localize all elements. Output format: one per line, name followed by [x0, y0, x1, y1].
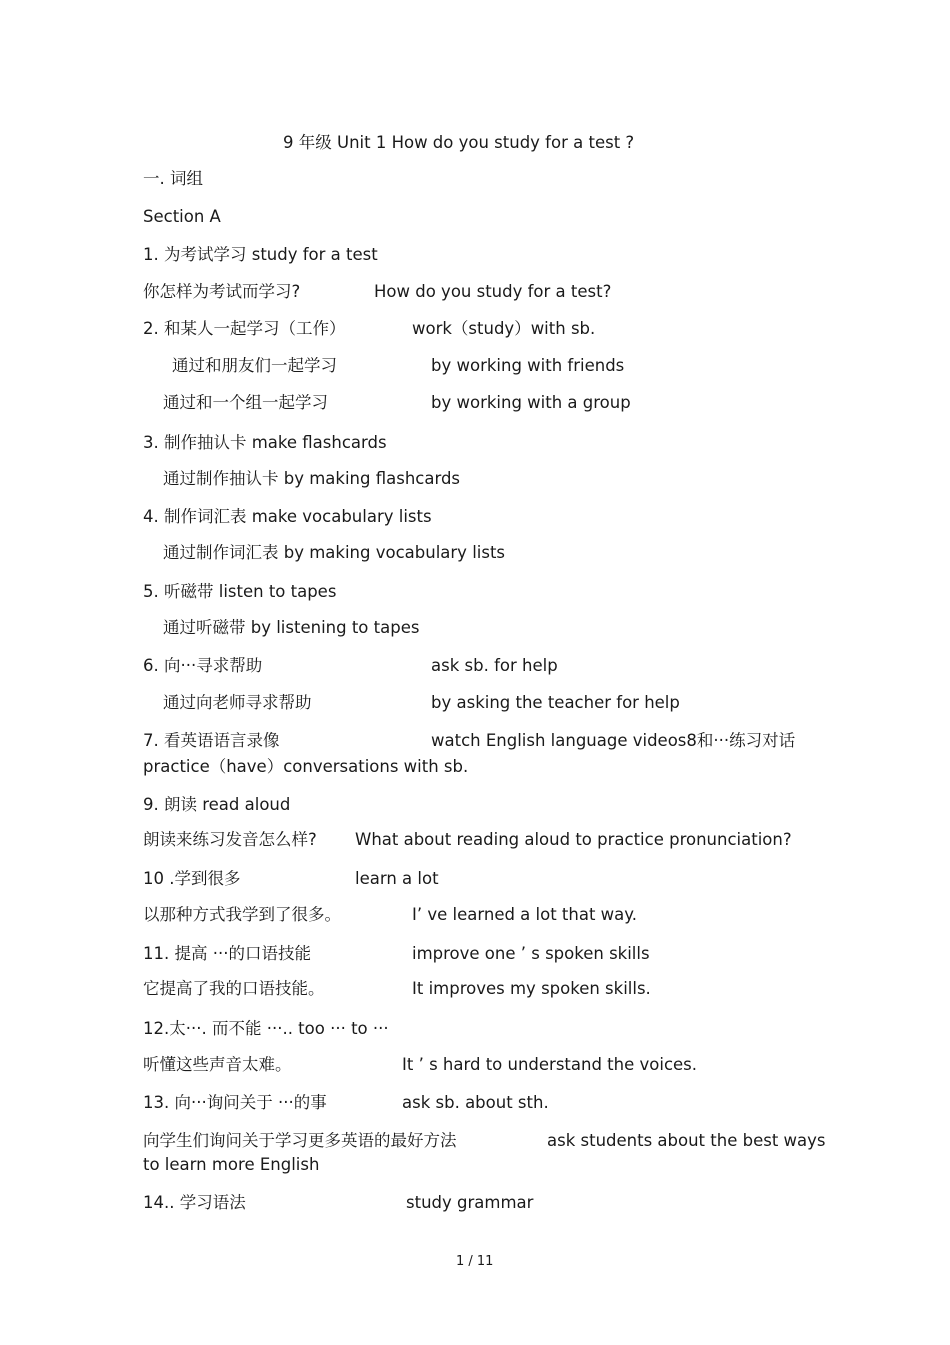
phrase-line: 3. 制作抽认卡 make flashcards [143, 433, 387, 452]
example-line: 通过制作抽认卡 by making flashcards [163, 469, 461, 488]
example-english: by asking the teacher for help [431, 693, 680, 712]
phrase-line: 5. 听磁带 listen to tapes [143, 582, 337, 601]
phrase-line: 12.太···. 而不能 ···.. too ··· to ··· [143, 1019, 389, 1038]
example-english: What about reading aloud to practice pronunciation? [355, 830, 792, 849]
phrase-english: improve one ’ s spoken skills [412, 944, 650, 963]
phrase-chinese: 10 .学到很多 [143, 869, 241, 888]
example-chinese: 听懂这些声音太难。 [143, 1055, 292, 1074]
example-line: 通过制作词汇表 by making vocabulary lists [163, 543, 506, 562]
example-chinese: 向学生们询问关于学习更多英语的最好方法 [143, 1131, 457, 1150]
example-chinese: 你怎样为考试而学习? [143, 282, 301, 301]
page-number: 1 / 11 [456, 1254, 494, 1269]
phrase-chinese: 6. 向···寻求帮助 [143, 656, 263, 675]
phrase-english: ask sb. for help [431, 656, 558, 675]
example-english: It improves my spoken skills. [412, 979, 651, 998]
example-english: I’ ve learned a lot that way. [412, 905, 637, 924]
example-chinese: 朗读来练习发音怎么样? [143, 830, 317, 849]
example-continuation: to learn more English [143, 1155, 320, 1174]
phrase-chinese: 13. 向···询问关于 ···的事 [143, 1093, 327, 1112]
example-english: It ’ s hard to understand the voices. [402, 1055, 698, 1074]
phrase-chinese: 14.. 学习语法 [143, 1193, 246, 1212]
example-line: 通过听磁带 by listening to tapes [163, 618, 420, 637]
example-chinese: 它提高了我的口语技能。 [143, 979, 325, 998]
phrase-line: 4. 制作词汇表 make vocabulary lists [143, 507, 432, 526]
phrase-english: work（study）with sb. [412, 319, 596, 338]
phrase-english: watch English language videos8和···练习对话 [431, 731, 796, 750]
example-chinese: 通过和朋友们一起学习 [172, 356, 337, 375]
page-title: 9 年级 Unit 1 How do you study for a test ? [283, 133, 635, 152]
phrase-line: 9. 朗读 read aloud [143, 795, 291, 814]
example-chinese: 以那种方式我学到了很多。 [143, 905, 341, 924]
example-chinese: 通过和一个组一起学习 [163, 393, 328, 412]
phrase-chinese: 11. 提高 ···的口语技能 [143, 944, 311, 963]
phrase-continuation: practice（have）conversations with sb. [143, 757, 469, 776]
example-english: ask students about the best ways [547, 1131, 826, 1150]
section-label: Section A [143, 207, 221, 226]
example-english: by working with friends [431, 356, 625, 375]
heading: 一. 词组 [143, 169, 203, 188]
example-english: by working with a group [431, 393, 631, 412]
phrase-english: ask sb. about sth. [402, 1093, 549, 1112]
phrase-chinese: 2. 和某人一起学习（工作） [143, 319, 346, 338]
phrase-line: 1. 为考试学习 study for a test [143, 245, 378, 264]
phrase-english: study grammar [406, 1193, 534, 1212]
phrase-chinese: 7. 看英语语言录像 [143, 731, 280, 750]
phrase-english: learn a lot [355, 869, 439, 888]
example-chinese: 通过向老师寻求帮助 [163, 693, 312, 712]
example-english: How do you study for a test? [374, 282, 612, 301]
